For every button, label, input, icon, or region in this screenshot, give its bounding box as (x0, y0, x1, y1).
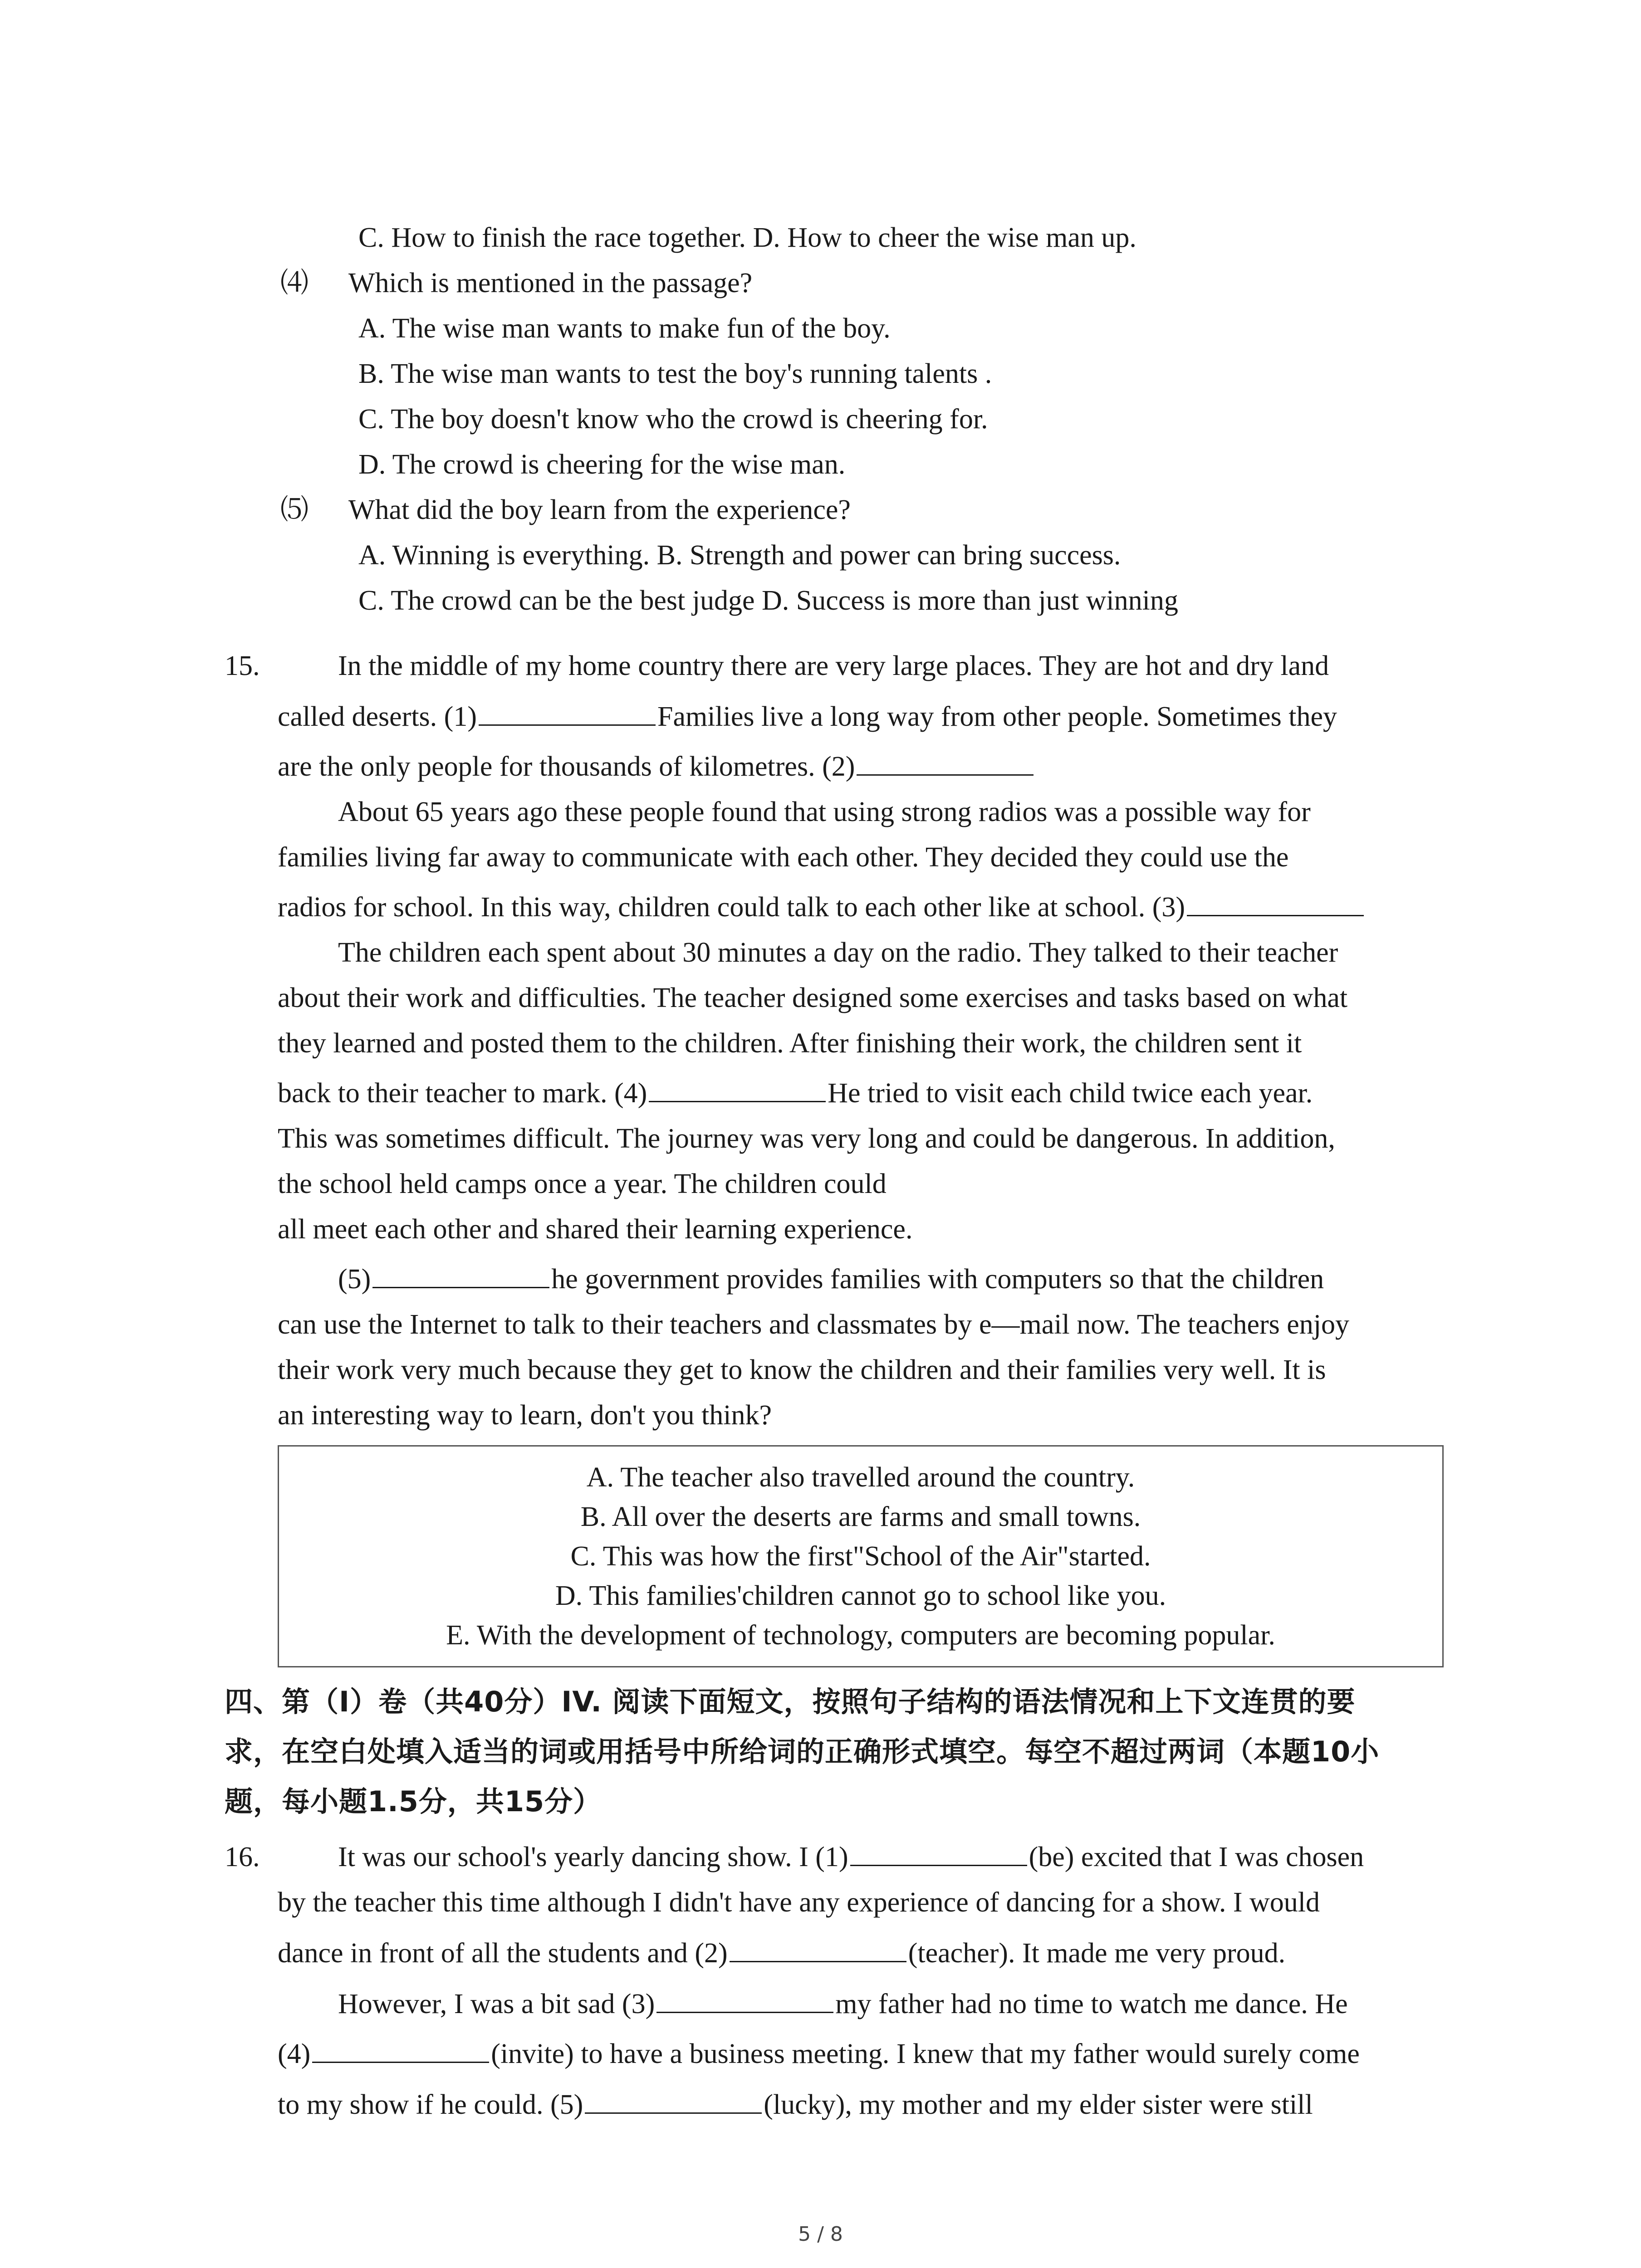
q16-blank-3[interactable] (656, 1989, 833, 2013)
q14-q4-option-b: B. The wise man wants to test the boy's running talents . (358, 358, 992, 389)
q15-p2-line3 (278, 889, 1366, 925)
q15-p3-line4-text-b: He tried to visit each child twice each year. (828, 1078, 1313, 1109)
q16-blank-5[interactable] (585, 2090, 762, 2114)
q15-option-d: D. This families'children cannot go to school like you. (555, 1580, 1166, 1611)
q15-p3-line5: This was sometimes difficult. The journey was very long and could be dangerous. In addition, (278, 1123, 1335, 1154)
q16-line6 (278, 2087, 1313, 2123)
q15-p4-line1-text-b: he government provides families with computers so that the children (551, 1264, 1324, 1295)
q15-option-e: E. With the development of technology, computers are becoming popular. (446, 1620, 1275, 1651)
q16-line4-text-b: my father had no time to watch me dance. He (835, 1989, 1348, 2019)
q15-number: 15. (225, 650, 260, 681)
q16-blank-4[interactable] (312, 2039, 489, 2063)
q15-blank-1[interactable] (479, 702, 656, 726)
q15-p4-line1-text-a: (5) (338, 1264, 371, 1295)
q16-line4 (338, 1986, 1348, 2022)
q15-p2-line2: families living far away to communicate with each other. They decided they could use the (278, 842, 1289, 873)
q15-p4-line3: their work very much because they get to know the children and their families very well. It is (278, 1354, 1326, 1385)
page-number: 5 / 8 (798, 2223, 843, 2246)
q14-q4-number: ⑷ (280, 268, 309, 298)
q15-p3-line4 (278, 1075, 1313, 1111)
q16-line6-text-b: (lucky), my mother and my elder sister were still (764, 2089, 1313, 2120)
q14-q4-option-a: A. The wise man wants to make fun of the boy. (358, 313, 891, 344)
q16-line5 (278, 2036, 1360, 2072)
q16-line1-text-a: It was our school's yearly dancing show. I (1) (338, 1842, 848, 1872)
q15-p1-line1: In the middle of my home country there are very large places. They are hot and dry land (338, 650, 1329, 681)
q15-p3-line4-text-a: back to their teacher to mark. (4) (278, 1078, 647, 1109)
q15-p3-line2: about their work and difficulties. The teacher designed some exercises and tasks based on what (278, 982, 1348, 1013)
q15-p3-line3: they learned and posted them to the children. After finishing their work, the children sent it (278, 1028, 1302, 1059)
q15-p4-line1 (338, 1261, 1324, 1297)
q16-line4-text-a: However, I was a bit sad (3) (338, 1989, 655, 2019)
q15-p3-line6: the school held camps once a year. The children could (278, 1168, 887, 1199)
q16-blank-2[interactable] (730, 1938, 906, 1962)
q15-p1-line3-text: are the only people for thousands of kilometres. (2) (278, 751, 855, 782)
q16-line3 (278, 1935, 1285, 1971)
q15-p1-line2-text-b: Families live a long way from other people. Sometimes they (657, 701, 1337, 732)
q15-option-b: B. All over the deserts are farms and small towns. (580, 1501, 1141, 1532)
q15-blank-5[interactable] (372, 1264, 549, 1288)
q14-q3-options-cd: C. How to finish the race together. D. How to cheer the wise man up. (358, 222, 1136, 253)
section4-instructions-line2: 求，在空白处填入适当的词或用括号中所给词的正确形式填空。每空不超过两词（本题10小 (225, 1735, 1380, 1768)
q15-p3-line7: all meet each other and shared their learning experience. (278, 1214, 913, 1245)
q14-q4-option-c: C. The boy doesn't know who the crowd is cheering for. (358, 404, 988, 435)
q14-q4-option-d: D. The crowd is cheering for the wise man. (358, 449, 846, 480)
q16-line6-text-a: to my show if he could. (5) (278, 2089, 583, 2120)
q16-line2: by the teacher this time although I didn't have any experience of dancing for a show. I would (278, 1887, 1320, 1918)
q14-q4-stem: Which is mentioned in the passage? (348, 268, 753, 298)
q15-options-box (278, 1445, 1444, 1667)
q16-line3-text-a: dance in front of all the students and (2) (278, 1938, 728, 1969)
q15-p2-line1: About 65 years ago these people found that using strong radios was a possible way for (338, 797, 1311, 827)
q16-line5-text-a: (4) (278, 2038, 311, 2069)
section4-instructions-line3: 题，每小题1.5分，共15分） (225, 1785, 602, 1818)
q15-p1-line2 (278, 699, 1337, 735)
q16-line5-text-b: (invite) to have a business meeting. I knew that my father would surely come (491, 2038, 1360, 2069)
section4-instructions-line1: 四、第（Ⅰ）卷（共40分）IV. 阅读下面短文，按照句子结构的语法情况和上下文连贯的要 (225, 1685, 1356, 1718)
q14-q5-options-cd: C. The crowd can be the best judge D. Success is more than just winning (358, 585, 1178, 616)
q16-blank-1[interactable] (850, 1842, 1027, 1866)
q15-p2-line3-text: radios for school. In this way, children could talk to each other like at school. (3) (278, 892, 1185, 923)
q15-blank-3[interactable] (1187, 892, 1364, 916)
q15-p3-line1: The children each spent about 30 minutes a day on the radio. They talked to their teacher (338, 937, 1338, 968)
q14-q5-stem: What did the boy learn from the experience? (348, 494, 851, 525)
q16-line1-text-b: (be) excited that I was chosen (1029, 1842, 1364, 1872)
q14-q5-options-ab: A. Winning is everything. B. Strength and power can bring success. (358, 540, 1121, 571)
q15-blank-4[interactable] (649, 1078, 826, 1102)
q15-option-a: A. The teacher also travelled around the country. (586, 1462, 1135, 1493)
q15-p4-line2: can use the Internet to talk to their teachers and classmates by e—mail now. The teachers enjoy (278, 1309, 1350, 1340)
q15-blank-2[interactable] (857, 752, 1034, 776)
q15-option-c: C. This was how the first"School of the Air"started. (570, 1541, 1151, 1572)
q15-p4-line4: an interesting way to learn, don't you think? (278, 1400, 772, 1431)
q16-line3-text-b: (teacher). It made me very proud. (908, 1938, 1286, 1969)
q15-p1-line3 (278, 748, 1035, 785)
q16-line1 (338, 1839, 1364, 1875)
q14-q5-number: ⑸ (280, 494, 309, 525)
q16-number: 16. (225, 1842, 260, 1872)
q15-p1-line2-text-a: called deserts. (1) (278, 701, 477, 732)
